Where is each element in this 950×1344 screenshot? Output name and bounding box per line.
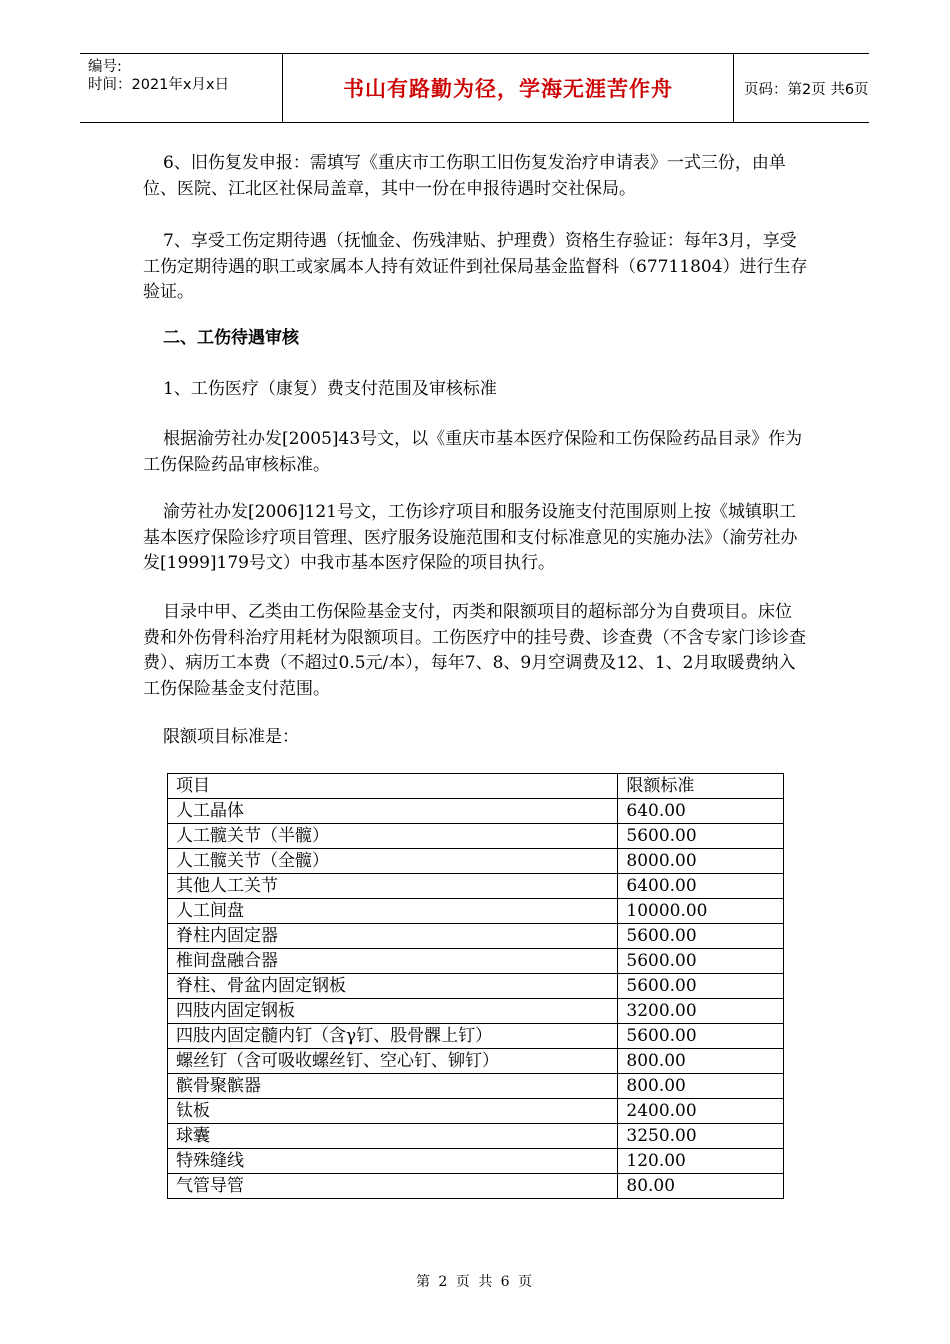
- table-row: [168, 999, 784, 1024]
- section-heading: 二、工伤待遇审核: [163, 328, 299, 348]
- table-row: [168, 1124, 784, 1149]
- table-row: [168, 1049, 784, 1074]
- table-row: [168, 974, 784, 999]
- item-name-cell: 人工髋关节（半髋）: [168, 824, 618, 849]
- table-row: [168, 799, 784, 824]
- table-row: [168, 924, 784, 949]
- item-name-cell: 脊柱内固定器: [168, 924, 618, 949]
- table-row: [168, 1149, 784, 1174]
- header-meta: [80, 54, 282, 122]
- limit-value-cell: 640.00: [618, 799, 784, 824]
- table-row: [168, 849, 784, 874]
- limit-value-cell: 80.00: [618, 1174, 784, 1199]
- paragraph-payment-scope: 目录中甲、乙类由工伤保险基金支付，丙类和限额项目的超标部分为自费项目。床位费和外伤骨科治疗用耗材为限额项目。工伤医疗中的挂号费、诊查费（不含专家门诊诊查费）、病历工本费（不超过0.5元/本），每年7、8、9月空调费及12、1、2月取暖费纳入工伤保险基金支付范围。: [143, 602, 806, 699]
- item-name-cell: 四肢内固定髓内钉（含γ钉、股骨髁上钉）: [168, 1024, 618, 1049]
- limit-value-cell: 6400.00: [618, 874, 784, 899]
- header-limit: 限额标准: [618, 774, 784, 799]
- item-name-cell: 椎间盘融合器: [168, 949, 618, 974]
- paragraph-6: 6、旧伤复发申报：需填写《重庆市工伤职工旧伤复发治疗申请表》一式三份，由单位、医院、江北区社保局盖章，其中一份在申报待遇时交社保局。: [143, 153, 786, 199]
- item-name-cell: 其他人工关节: [168, 874, 618, 899]
- motto-text: 书山有路勤为径，学海无涯苦作舟: [343, 76, 673, 101]
- item-name-cell: 钛板: [168, 1099, 618, 1124]
- limit-value-cell: 800.00: [618, 1049, 784, 1074]
- table-row: [168, 824, 784, 849]
- header-motto-cell: [282, 54, 734, 122]
- paragraph-7: 7、享受工伤定期待遇（抚恤金、伤残津贴、护理费）资格生存验证：每年3月，享受工伤定期待遇的职工或家属本人持有效证件到社保局基金监督科（67711804）进行生存验证。: [143, 231, 808, 302]
- limit-value-cell: 3250.00: [618, 1124, 784, 1149]
- table-row: [168, 1174, 784, 1199]
- paragraph-limit-intro: 限额项目标准是：: [163, 727, 299, 747]
- table-row: [168, 1024, 784, 1049]
- subheading-1: 1、工伤医疗（康复）费支付范围及审核标准: [163, 379, 497, 399]
- item-name-cell: 四肢内固定钢板: [168, 999, 618, 1024]
- limit-standard-table: [167, 773, 784, 1199]
- limit-value-cell: 3200.00: [618, 999, 784, 1024]
- header-page-cell: [734, 54, 869, 122]
- table-row: [168, 899, 784, 924]
- item-name-cell: 人工间盘: [168, 899, 618, 924]
- item-name-cell: 气管导管: [168, 1174, 618, 1199]
- number-label: 编号:: [88, 59, 122, 75]
- limit-value-cell: 10000.00: [618, 899, 784, 924]
- limit-value-cell: 5600.00: [618, 1024, 784, 1049]
- header-item: 项目: [168, 774, 618, 799]
- time-label: 时间：2021年x月x日: [88, 77, 230, 93]
- item-name-cell: 人工晶体: [168, 799, 618, 824]
- table-row: [168, 1099, 784, 1124]
- item-name-cell: 螺丝钉（含可吸收螺丝钉、空心钉、铆钉）: [168, 1049, 618, 1074]
- table-header-row: [168, 774, 784, 799]
- limit-value-cell: 5600.00: [618, 924, 784, 949]
- paragraph-diagnosis-items: 渝劳社办发[2006]121号文，工伤诊疗项目和服务设施支付范围原则上按《城镇职工基本医疗保险诊疗项目管理、医疗服务设施范围和支付标准意见的实施办法》（渝劳社办发[1999]179号文）中我市基本医疗保险的项目执行。: [143, 502, 798, 573]
- item-name-cell: 人工髋关节（全髋）: [168, 849, 618, 874]
- limit-value-cell: 5600.00: [618, 824, 784, 849]
- limit-value-cell: 5600.00: [618, 949, 784, 974]
- item-name-cell: 特殊缝线: [168, 1149, 618, 1174]
- document-header: [80, 53, 869, 123]
- table-row: [168, 1074, 784, 1099]
- page-footer: 第 2 页 共 6 页: [415, 1274, 535, 1290]
- item-name-cell: 脊柱、骨盆内固定钢板: [168, 974, 618, 999]
- item-name-cell: 髌骨聚髌器: [168, 1074, 618, 1099]
- paragraph-drug-catalog: 根据渝劳社办发[2005]43号文，以《重庆市基本医疗保险和工伤保险药品目录》作为工伤保险药品审核标准。: [143, 429, 803, 475]
- table-row: [168, 949, 784, 974]
- limit-value-cell: 2400.00: [618, 1099, 784, 1124]
- item-name-cell: 球囊: [168, 1124, 618, 1149]
- limit-value-cell: 120.00: [618, 1149, 784, 1174]
- table-row: [168, 874, 784, 899]
- limit-value-cell: 5600.00: [618, 974, 784, 999]
- limit-value-cell: 800.00: [618, 1074, 784, 1099]
- limit-value-cell: 8000.00: [618, 849, 784, 874]
- page-info: 页码：第2页 共6页: [744, 81, 869, 98]
